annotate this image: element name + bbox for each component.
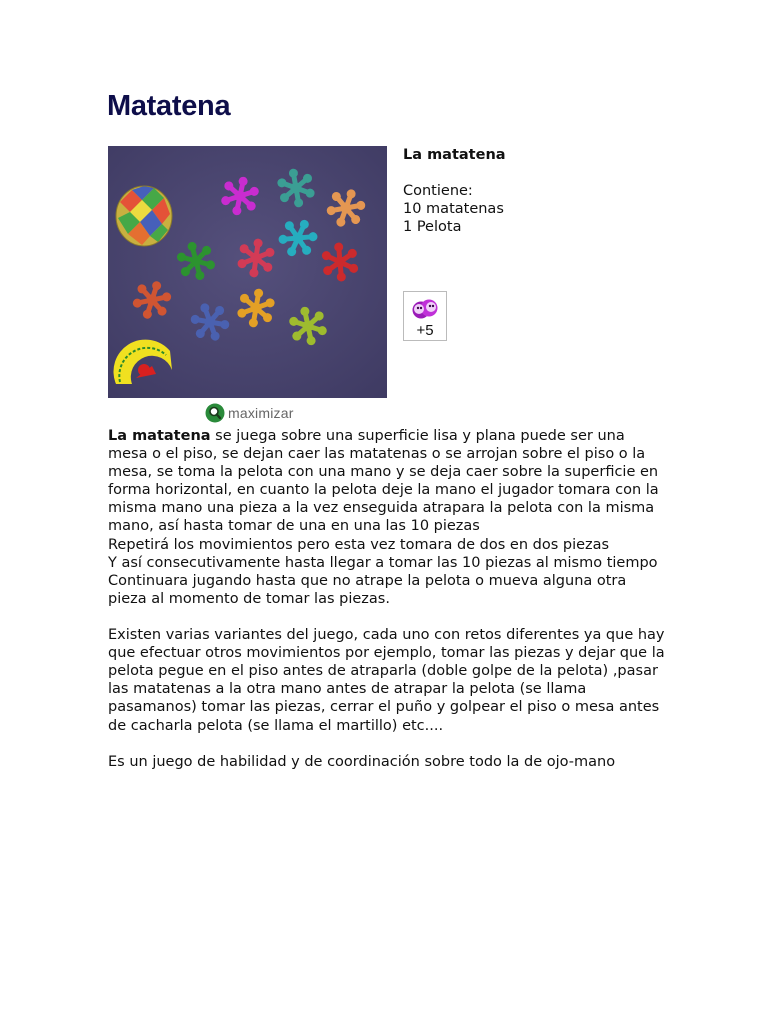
paragraph: Y así consecutivamente hasta llegar a tomar las 10 piezas al mismo tiempo (108, 554, 658, 571)
paragraph (108, 427, 668, 536)
page-title: Matatena (107, 90, 231, 122)
contents-item: 10 matatenas (403, 201, 504, 217)
paragraph: Continuara jugando hasta que no atrape la pelota o mueva alguna otra pieza al momento de tomar las piezas. (108, 572, 627, 607)
badge-count: +5 (416, 322, 434, 339)
paragraph-text: se juega sobre una superficie lisa y plana puede ser una mesa o el piso, se dejan caer las matatenas o se arrojan sobre el piso o la mesa, se toma la pelota con una mano y se deja caer sobre la superficie en forma horizontal, en cuanto la pelota deje la mano el jugador tomara con la misma mano una pieza a la vez enseguida atrapara la pelota con la misma mano, así hasta tomar de una en una las 10 piezas (108, 428, 659, 535)
product-photo (108, 146, 387, 398)
product-info (403, 146, 506, 236)
maximize-label: maximizar (228, 405, 294, 421)
emoji-badge[interactable] (403, 291, 447, 341)
lead-term: La matatena (108, 428, 211, 444)
contents-item: 1 Pelota (403, 219, 462, 235)
contains-label: Contiene: (403, 183, 473, 199)
magnifier-icon (205, 403, 225, 423)
smiley-faces-icon (404, 294, 446, 324)
paragraph: Repetirá los movimientos pero esta vez tomara de dos en dos piezas (108, 536, 610, 553)
maximize-link[interactable] (205, 403, 294, 423)
paragraph: Es un juego de habilidad y de coordinación sobre todo la de ojo-mano (108, 753, 616, 770)
paragraph: Existen varias variantes del juego, cada uno con retos diferentes ya que hay que efectuar otros movimientos por ejemplo, tomar las piezas y dejar que la pelota pegue en el piso antes de atraparla (doble golpe de la pelota) ,pasar las matatenas a la otra mano antes de atrapar la pelota (se llama pasamanos) tomar las piezas, cerrar el puño y golpear el piso o mesa antes de cacharla pelota (se llama el martillo) etc.... (108, 627, 665, 734)
article-body (108, 427, 668, 771)
product-name: La matatena (403, 147, 506, 163)
ball-icon (116, 186, 172, 246)
